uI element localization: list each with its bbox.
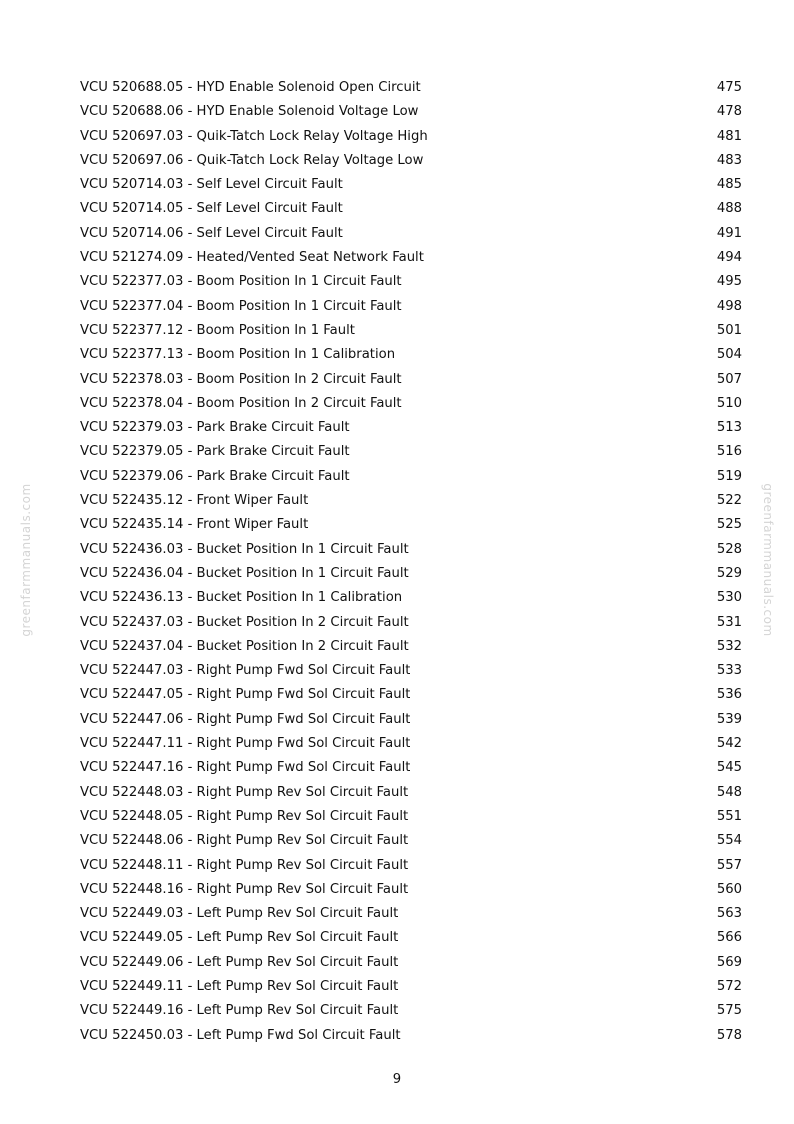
toc-entry[interactable]	[80, 781, 742, 805]
toc-entry-page: 495	[716, 274, 742, 290]
toc-entry[interactable]	[80, 392, 742, 416]
toc-entry[interactable]	[80, 854, 742, 878]
toc-entry[interactable]	[80, 756, 742, 780]
toc-entry-title: VCU 522378.04 - Boom Position In 2 Circuit Fault	[80, 395, 402, 411]
toc-entry-page: 533	[716, 663, 742, 679]
toc-entry[interactable]	[80, 368, 742, 392]
toc-entry[interactable]	[80, 732, 742, 756]
toc-entry-page: 478	[716, 104, 742, 120]
toc-entry-title: VCU 522379.05 - Park Brake Circuit Fault	[80, 444, 350, 460]
toc-entry-page: 488	[716, 201, 742, 217]
toc-entry-title: VCU 522435.14 - Front Wiper Fault	[80, 517, 309, 533]
toc-entry[interactable]	[80, 562, 742, 586]
toc-entry-page: 504	[716, 347, 742, 363]
toc-entry-title: VCU 522436.03 - Bucket Position In 1 Circuit Fault	[80, 541, 409, 557]
toc-entry[interactable]	[80, 805, 742, 829]
watermark-left: greenfarmmanuals.com	[19, 483, 33, 637]
toc-entry-page: 501	[716, 322, 742, 338]
toc-entry[interactable]	[80, 149, 742, 173]
toc-entry-title: VCU 522447.06 - Right Pump Fwd Sol Circuit Fault	[80, 711, 411, 727]
toc-entry[interactable]	[80, 1024, 742, 1048]
toc-entry[interactable]	[80, 683, 742, 707]
toc-entry[interactable]	[80, 246, 742, 270]
toc-entry-page: 491	[716, 225, 742, 241]
toc-entry-page: 557	[716, 857, 742, 873]
toc-entry-title: VCU 522379.06 - Park Brake Circuit Fault	[80, 468, 350, 484]
toc-entry[interactable]	[80, 902, 742, 926]
toc-entry-page: 525	[716, 517, 742, 533]
table-of-contents	[80, 76, 742, 1048]
watermark-right: greenfarmmanuals.com	[761, 483, 775, 637]
toc-entry[interactable]	[80, 611, 742, 635]
toc-entry-title: VCU 522379.03 - Park Brake Circuit Fault	[80, 420, 350, 436]
toc-entry-page: 551	[716, 808, 742, 824]
toc-entry-title: VCU 522447.11 - Right Pump Fwd Sol Circuit Fault	[80, 736, 411, 752]
toc-entry-page: 578	[716, 1027, 742, 1043]
toc-entry[interactable]	[80, 465, 742, 489]
toc-entry-page: 572	[716, 978, 742, 994]
toc-entry[interactable]	[80, 635, 742, 659]
toc-entry-page: 510	[716, 395, 742, 411]
toc-entry[interactable]	[80, 878, 742, 902]
toc-entry-title: VCU 520714.05 - Self Level Circuit Fault	[80, 201, 343, 217]
toc-entry[interactable]	[80, 416, 742, 440]
toc-entry-title: VCU 522436.04 - Bucket Position In 1 Circuit Fault	[80, 565, 409, 581]
toc-entry-title: VCU 520688.05 - HYD Enable Solenoid Open Circuit	[80, 80, 421, 95]
toc-entry-title: VCU 522437.04 - Bucket Position In 2 Circuit Fault	[80, 638, 409, 654]
toc-entry-page: 528	[716, 541, 742, 557]
toc-entry-title: VCU 521274.09 - Heated/Vented Seat Network Fault	[80, 250, 424, 266]
toc-entry-page: 485	[716, 177, 742, 193]
toc-entry[interactable]	[80, 659, 742, 683]
toc-entry[interactable]	[80, 951, 742, 975]
toc-entry-title: VCU 522378.03 - Boom Position In 2 Circuit Fault	[80, 371, 402, 387]
toc-entry-title: VCU 522449.16 - Left Pump Rev Sol Circuit Fault	[80, 1003, 399, 1019]
toc-entry-page: 522	[716, 493, 742, 509]
toc-entry[interactable]	[80, 125, 742, 149]
toc-entry-page: 531	[716, 614, 742, 630]
toc-entry-page: 507	[716, 371, 742, 387]
toc-entry-page: 475	[716, 80, 742, 95]
toc-entry-page: 498	[716, 298, 742, 314]
toc-entry[interactable]	[80, 343, 742, 367]
toc-entry-title: VCU 522448.06 - Right Pump Rev Sol Circuit Fault	[80, 833, 409, 849]
toc-entry-title: VCU 520688.06 - HYD Enable Solenoid Voltage Low	[80, 104, 419, 120]
toc-entry-title: VCU 522377.13 - Boom Position In 1 Calibration	[80, 347, 396, 363]
toc-entry-page: 532	[716, 638, 742, 654]
toc-entry[interactable]	[80, 440, 742, 464]
toc-entry[interactable]	[80, 100, 742, 124]
toc-entry[interactable]	[80, 586, 742, 610]
toc-entry-title: VCU 522377.03 - Boom Position In 1 Circuit Fault	[80, 274, 402, 290]
toc-entry-title: VCU 522447.05 - Right Pump Fwd Sol Circuit Fault	[80, 687, 411, 703]
toc-entry[interactable]	[80, 489, 742, 513]
toc-entry[interactable]	[80, 173, 742, 197]
toc-entry-page: 548	[716, 784, 742, 800]
toc-entry-title: VCU 520697.06 - Quik-Tatch Lock Relay Voltage Low	[80, 152, 424, 168]
toc-entry-title: VCU 522449.03 - Left Pump Rev Sol Circuit Fault	[80, 906, 399, 922]
toc-entry-page: 516	[716, 444, 742, 460]
toc-entry-title: VCU 522447.16 - Right Pump Fwd Sol Circuit Fault	[80, 760, 411, 776]
toc-entry-page: 483	[716, 152, 742, 168]
toc-entry[interactable]	[80, 222, 742, 246]
toc-entry-title: VCU 522437.03 - Bucket Position In 2 Circuit Fault	[80, 614, 409, 630]
toc-entry-title: VCU 522436.13 - Bucket Position In 1 Calibration	[80, 590, 403, 606]
toc-entry-page: 566	[716, 930, 742, 946]
toc-entry-title: VCU 522435.12 - Front Wiper Fault	[80, 493, 309, 509]
toc-entry-title: VCU 520714.06 - Self Level Circuit Fault	[80, 225, 343, 241]
toc-entry-page: 563	[716, 906, 742, 922]
toc-entry-title: VCU 522448.11 - Right Pump Rev Sol Circuit Fault	[80, 857, 409, 873]
toc-entry-page: 575	[716, 1003, 742, 1019]
toc-entry-page: 513	[716, 420, 742, 436]
toc-entry-page: 539	[716, 711, 742, 727]
page-number: 9	[392, 1072, 402, 1087]
toc-entry-page: 481	[716, 128, 742, 144]
toc-entry[interactable]	[80, 319, 742, 343]
toc-entry[interactable]	[80, 708, 742, 732]
toc-entry[interactable]	[80, 538, 742, 562]
toc-entry[interactable]	[80, 295, 742, 319]
toc-entry-title: VCU 522449.06 - Left Pump Rev Sol Circuit Fault	[80, 954, 399, 970]
toc-entry[interactable]	[80, 975, 742, 999]
toc-entry-page: 545	[716, 760, 742, 776]
toc-entry-page: 542	[716, 736, 742, 752]
toc-entry-title: VCU 522448.16 - Right Pump Rev Sol Circuit Fault	[80, 881, 409, 897]
toc-entry-title: VCU 522377.12 - Boom Position In 1 Fault	[80, 322, 355, 338]
toc-entry-title: VCU 520714.03 - Self Level Circuit Fault	[80, 177, 343, 193]
toc-entry[interactable]	[80, 76, 742, 100]
toc-entry-title: VCU 522447.03 - Right Pump Fwd Sol Circuit Fault	[80, 663, 411, 679]
toc-entry-title: VCU 522377.04 - Boom Position In 1 Circuit Fault	[80, 298, 402, 314]
toc-entry-title: VCU 522449.11 - Left Pump Rev Sol Circuit Fault	[80, 978, 399, 994]
toc-entry-page: 519	[716, 468, 742, 484]
toc-entry[interactable]	[80, 926, 742, 950]
toc-entry[interactable]	[80, 829, 742, 853]
toc-entry-page: 530	[716, 590, 742, 606]
toc-entry[interactable]	[80, 270, 742, 294]
toc-entry-page: 494	[716, 250, 742, 266]
toc-entry-page: 536	[716, 687, 742, 703]
toc-entry-title: VCU 522448.03 - Right Pump Rev Sol Circuit Fault	[80, 784, 409, 800]
toc-entry-page: 529	[716, 565, 742, 581]
toc-entry-title: VCU 522449.05 - Left Pump Rev Sol Circuit Fault	[80, 930, 399, 946]
toc-entry[interactable]	[80, 197, 742, 221]
toc-entry[interactable]	[80, 513, 742, 537]
toc-entry-page: 554	[716, 833, 742, 849]
toc-entry-title: VCU 522450.03 - Left Pump Fwd Sol Circuit Fault	[80, 1027, 401, 1043]
toc-entry-page: 560	[716, 881, 742, 897]
toc-entry-title: VCU 520697.03 - Quik-Tatch Lock Relay Voltage High	[80, 128, 428, 144]
toc-entry-title: VCU 522448.05 - Right Pump Rev Sol Circuit Fault	[80, 808, 409, 824]
toc-entry-page: 569	[716, 954, 742, 970]
toc-entry[interactable]	[80, 999, 742, 1023]
